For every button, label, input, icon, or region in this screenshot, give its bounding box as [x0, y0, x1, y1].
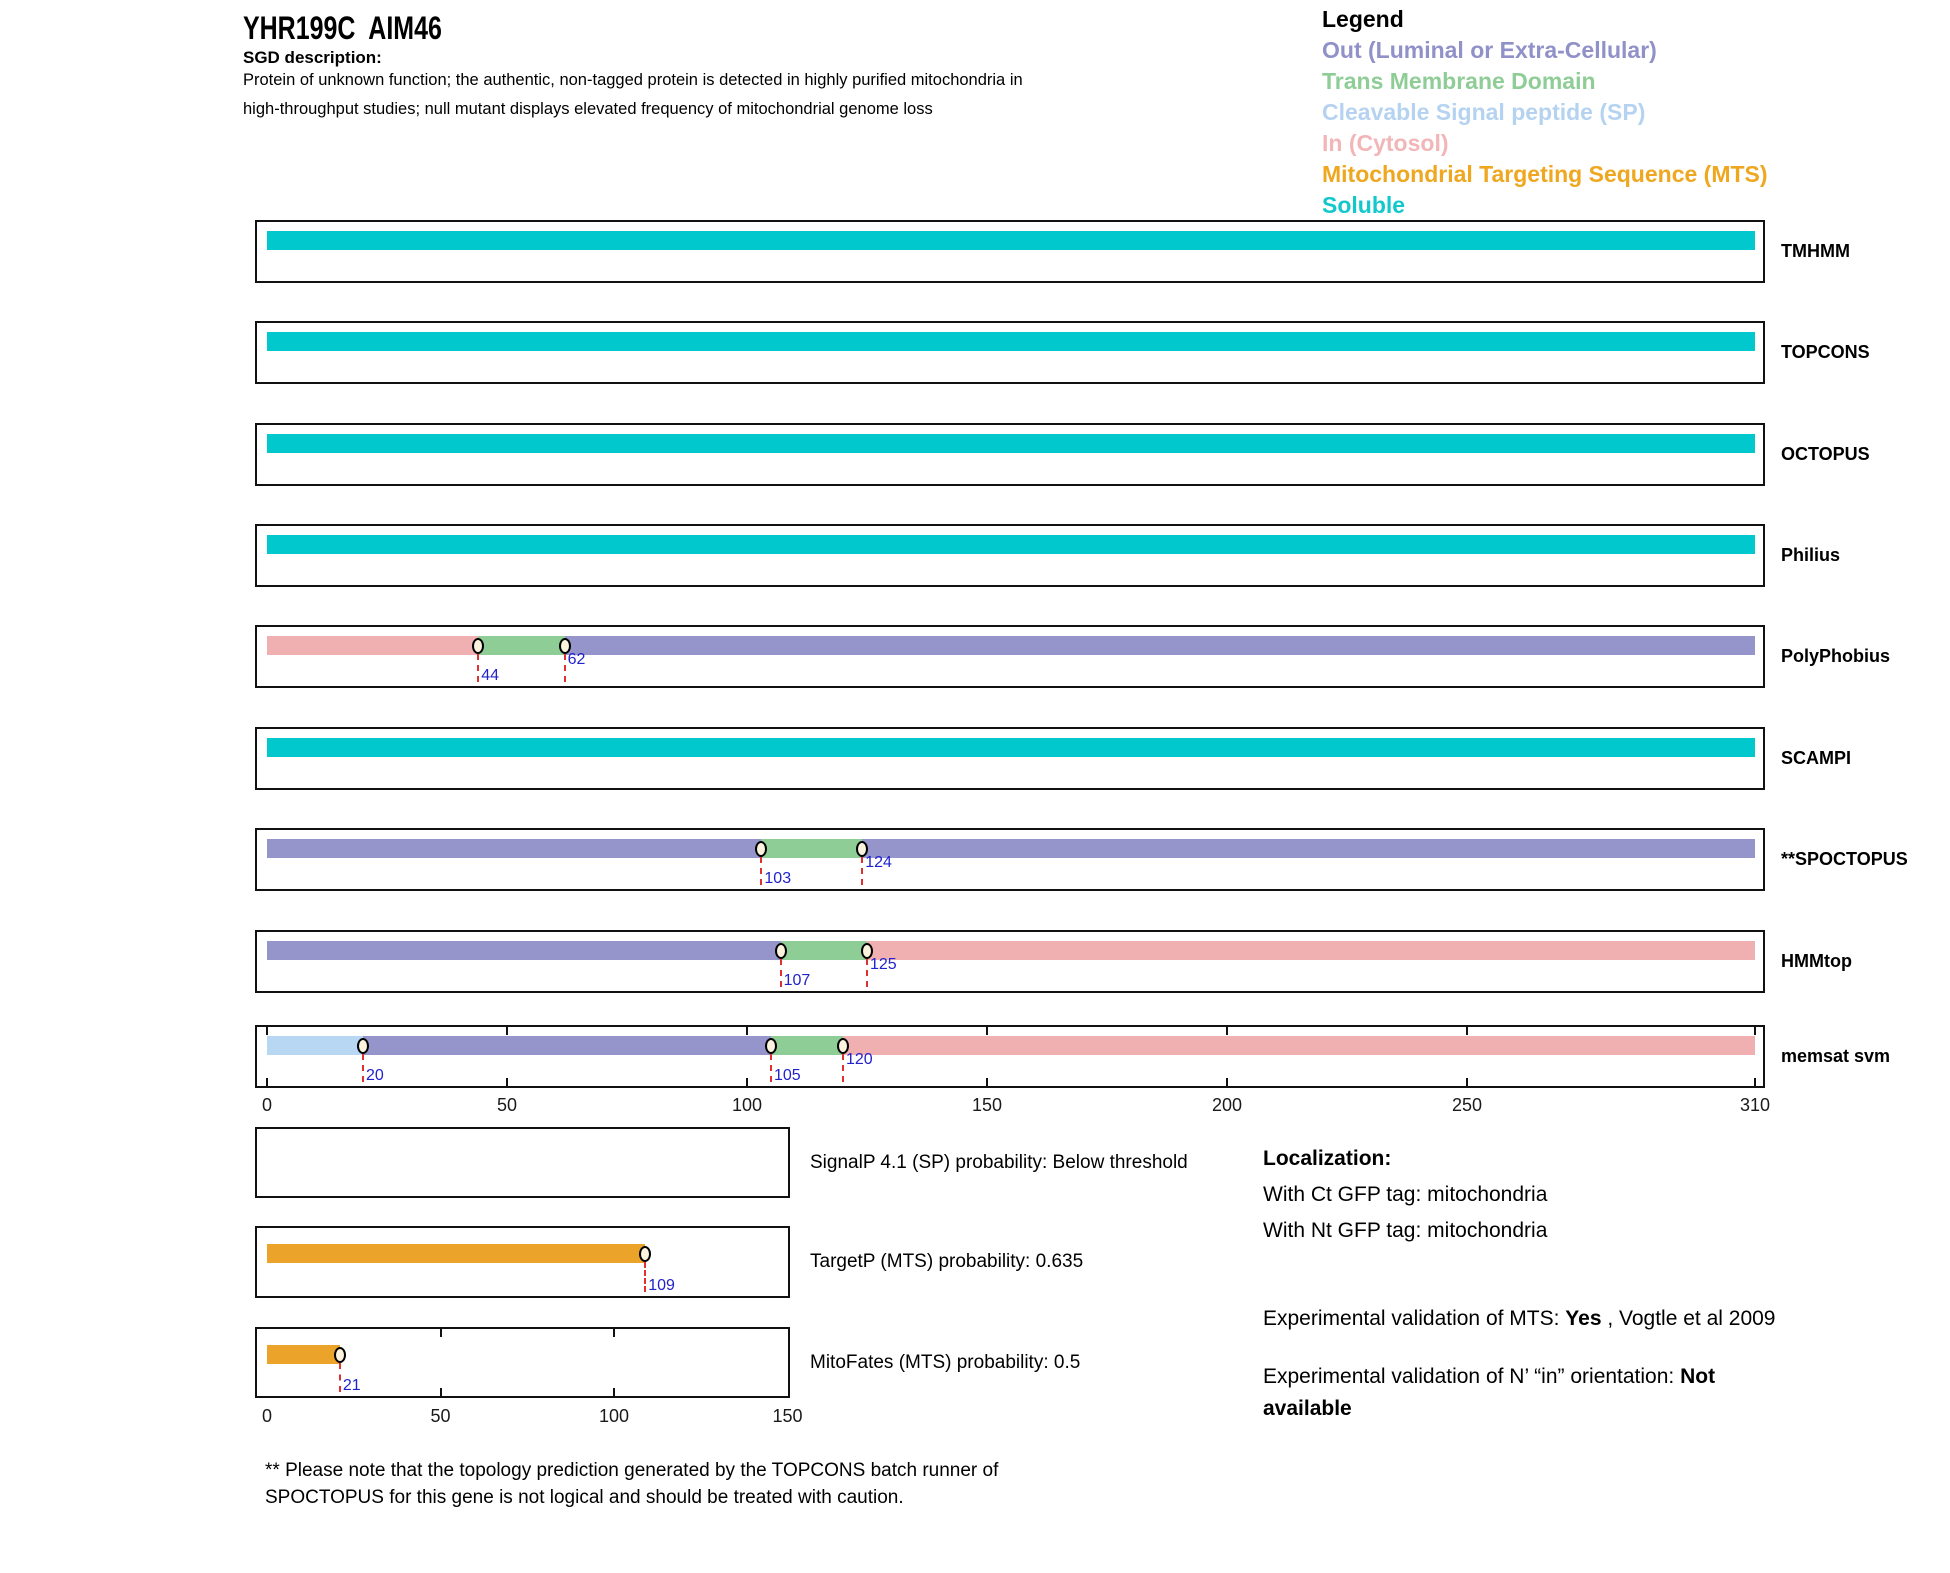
axis-tick	[1754, 1078, 1756, 1086]
track-label: HMMtop	[1781, 951, 1852, 971]
track-box-TMHMM	[255, 220, 1765, 283]
segment-soluble	[267, 434, 1755, 453]
residue-axis-label: 310	[1739, 1095, 1771, 1115]
segment-soluble	[267, 231, 1755, 250]
marker-line-107	[780, 959, 782, 988]
marker-label-62: 62	[567, 651, 586, 668]
marker-line-120	[842, 1054, 844, 1083]
sgd-description-line1: Protein of unknown function; the authentic, non-tagged protein is detected in highly purified mitochondria in	[243, 71, 1023, 89]
axis-tick	[266, 1078, 268, 1086]
marker-dot-20	[357, 1038, 369, 1054]
segment-soluble	[267, 535, 1755, 554]
axis-tick	[440, 1329, 442, 1337]
segment-out	[267, 941, 781, 960]
sgd-description-label: SGD description:	[243, 48, 382, 67]
residue-axis-label: 0	[261, 1095, 272, 1115]
plot-caption-mitofates: MitoFates (MTS) probability: 0.5	[810, 1351, 1081, 1373]
marker-line-125	[866, 959, 868, 988]
track-box-HMMtop	[255, 930, 1765, 993]
marker-label-20: 20	[366, 1067, 384, 1084]
track-label: OCTOPUS	[1781, 444, 1870, 464]
axis-tick	[1466, 1078, 1468, 1086]
legend	[1322, 4, 1768, 221]
segment-in	[267, 636, 478, 655]
footnote-line2: SPOCTOPUS for this gene is not logical and should be treated with caution.	[265, 1487, 904, 1508]
segment-soluble	[267, 332, 1755, 351]
residue-axis-label: 250	[1451, 1095, 1483, 1115]
marker-label-44: 44	[481, 667, 499, 684]
marker-label-120: 120	[846, 1051, 873, 1068]
track-box-OCTOPUS	[255, 423, 1765, 486]
residue-axis-label: 200	[1211, 1095, 1243, 1115]
marker-dot-109	[639, 1246, 651, 1262]
track-label: SCAMPI	[1781, 748, 1852, 768]
marker-dot-44	[472, 638, 484, 654]
orientation-validation-line1	[1263, 1365, 1715, 1389]
marker-label-125: 125	[870, 956, 897, 973]
segment-sp	[267, 1036, 363, 1055]
legend-item: In (Cytosol)	[1322, 130, 1449, 156]
plot-caption-targetp: TargetP (MTS) probability: 0.635	[810, 1251, 1084, 1272]
segment-soluble	[267, 738, 1755, 757]
legend-item: Trans Membrane Domain	[1322, 68, 1596, 94]
plot-box-targetp	[255, 1226, 790, 1298]
track-label: **SPOCTOPUS	[1781, 849, 1908, 869]
axis-tick	[986, 1027, 988, 1035]
mts-validation-suffix: , Vogtle et al 2009	[1601, 1307, 1776, 1330]
legend-item: Out (Luminal or Extra-Cellular)	[1322, 37, 1657, 63]
marker-line-124	[861, 857, 863, 886]
marker-dot-107	[775, 943, 787, 959]
legend-items	[1322, 35, 1768, 221]
segment-out	[267, 839, 761, 858]
residue-axis-label: 150	[971, 1095, 1003, 1115]
track-label: memsat svm	[1781, 1046, 1891, 1066]
localization-nt-gfp: With Nt GFP tag: mitochondria	[1263, 1219, 1548, 1242]
track-box-SCAMPI	[255, 727, 1765, 790]
axis-tick	[506, 1027, 508, 1035]
marker-line-21	[339, 1363, 341, 1393]
marker-dot-21	[334, 1347, 346, 1363]
marker-label-103: 103	[764, 870, 792, 887]
segment-mts	[267, 1244, 645, 1263]
prob-axis-label: 150	[772, 1406, 803, 1426]
orientation-value-not: Not	[1680, 1365, 1716, 1388]
plot-box-mitofates	[255, 1327, 790, 1398]
axis-tick	[1754, 1027, 1756, 1035]
segment-tm	[781, 941, 867, 960]
marker-line-105	[770, 1054, 772, 1083]
prob-axis-label: 0	[261, 1406, 272, 1426]
segment-tm	[761, 839, 862, 858]
localization-ct-gfp: With Ct GFP tag: mitochondria	[1263, 1183, 1548, 1206]
orientation-prefix: Experimental validation of N’ “in” orientation:	[1263, 1365, 1681, 1388]
marker-dot-103	[755, 841, 767, 857]
axis-tick	[746, 1027, 748, 1035]
segment-tm	[771, 1036, 843, 1055]
legend-item: Soluble	[1322, 192, 1406, 218]
axis-tick	[986, 1078, 988, 1086]
axis-tick	[440, 1388, 442, 1396]
segment-out	[363, 1036, 771, 1055]
track-box-Philius	[255, 524, 1765, 587]
track-box-PolyPhobius	[255, 625, 1765, 688]
segment-out	[565, 636, 1755, 655]
marker-line-109	[644, 1262, 646, 1293]
marker-line-20	[362, 1054, 364, 1083]
segment-in	[867, 941, 1755, 960]
marker-dot-105	[765, 1038, 777, 1054]
marker-line-62	[564, 654, 566, 683]
axis-tick	[613, 1388, 615, 1396]
segment-mts	[267, 1345, 340, 1364]
legend-item: Cleavable Signal peptide (SP)	[1322, 99, 1646, 125]
mts-validation-value: Yes	[1565, 1307, 1602, 1330]
orientation-validation-line2: available	[1263, 1397, 1352, 1420]
axis-tick	[1226, 1078, 1228, 1086]
mts-validation-prefix: Experimental validation of MTS:	[1263, 1307, 1566, 1330]
segment-out	[862, 839, 1755, 858]
footnote-line1: ** Please note that the topology prediction generated by the TOPCONS batch runner of	[265, 1460, 999, 1481]
plot-box-signalp	[255, 1127, 790, 1198]
track-box-TOPCONS	[255, 321, 1765, 384]
axis-tick	[1226, 1027, 1228, 1035]
prob-axis-label: 50	[430, 1406, 451, 1426]
marker-label-21: 21	[342, 1377, 361, 1394]
legend-item: Mitochondrial Targeting Sequence (MTS)	[1322, 161, 1768, 187]
axis-tick	[266, 1027, 268, 1035]
sgd-description-line2: high-throughput studies; null mutant displays elevated frequency of mitochondrial genome loss	[243, 100, 933, 118]
marker-line-103	[760, 857, 762, 886]
marker-label-107: 107	[783, 972, 811, 989]
track-label: TOPCONS	[1781, 342, 1870, 362]
plot-caption-signalp: SignalP 4.1 (SP) probability: Below threshold	[810, 1151, 1188, 1173]
prob-axis-label: 100	[598, 1406, 630, 1426]
mts-validation-line	[1263, 1307, 1775, 1331]
track-label: TMHMM	[1781, 241, 1850, 261]
marker-label-109: 109	[648, 1277, 675, 1294]
residue-axis-label: 50	[496, 1095, 518, 1115]
segment-tm	[478, 636, 564, 655]
marker-label-105: 105	[774, 1067, 801, 1084]
track-label: PolyPhobius	[1781, 646, 1891, 666]
track-label: Philius	[1781, 545, 1841, 565]
axis-tick	[746, 1078, 748, 1086]
marker-label-124: 124	[865, 854, 892, 871]
segment-in	[843, 1036, 1755, 1055]
marker-line-44	[477, 654, 479, 683]
residue-axis-label: 100	[731, 1095, 763, 1115]
track-box-memsat-svm	[255, 1025, 1765, 1088]
localization-title: Localization:	[1263, 1147, 1392, 1170]
legend-title: Legend	[1322, 6, 1404, 32]
axis-tick	[613, 1329, 615, 1337]
page-title: YHR199C AIM46	[243, 10, 442, 46]
axis-tick	[506, 1078, 508, 1086]
axis-tick	[1466, 1027, 1468, 1035]
track-box--SPOCTOPUS	[255, 828, 1765, 891]
